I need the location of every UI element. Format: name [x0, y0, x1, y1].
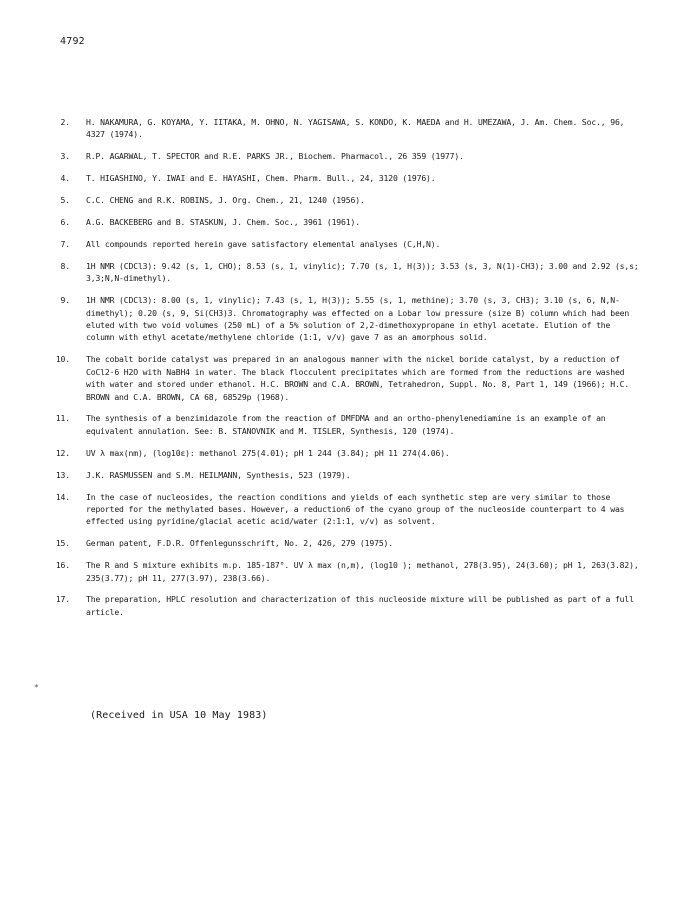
reference-item [40, 216, 640, 228]
reference-number: 17 . [40, 593, 70, 605]
reference-text: A.G. BACKEBERG and B. STASKUN, J. Chem. Soc., 3961 (1961). [86, 217, 360, 228]
reference-item [40, 150, 640, 162]
reference-text: 1H NMR (CDCl3): 9.42 (s, 1, CHO); 8.53 (s, 1, vinylic); 7.70 (s, 1, H(3)); 3.53 (s, 3, N(1)-CH3); 3.00 and 2.92 (s,s; 3,3;N,N-dimethyl). [86, 260, 639, 284]
reference-item [40, 238, 640, 250]
reference-number: 7 . [40, 238, 70, 250]
reference-number: 3 . [40, 150, 70, 162]
reference-number: 6 . [40, 216, 70, 228]
reference-item [40, 194, 640, 206]
reference-number: 8 . [40, 260, 70, 272]
reference-number: 14 . [40, 491, 70, 503]
reference-item [40, 537, 640, 549]
reference-number: 4 . [40, 172, 70, 184]
reference-text: H. NAKAMURA, G. KOYAMA, Y. IITAKA, M. OHNO, N. YAGISAWA, S. KONDO, K. MAEDA and H. UMEZAWA, J. Am. Chem. Soc., 96, 4327 (1974). [86, 117, 625, 140]
reference-text: German patent, F.D.R. Offenlegunsschrift, No. 2, 426, 279 (1975). [86, 538, 393, 549]
reference-number: 9 . [40, 294, 70, 306]
reference-item [40, 559, 640, 584]
reference-text: T. HIGASHINO, Y. IWAI and E. HAYASHI, Chem. Pharm. Bull., 24, 3120 (1976). [86, 173, 436, 184]
reference-item [40, 593, 640, 618]
reference-item [40, 294, 640, 344]
reference-text: The R and S mixture exhibits m.p. 185-187°. UV λ max (n,m), (log10 ); methanol, 278(3.95), 24(3.60); pH 1, 263(3.82), 235(3.77); pH 11, 277(3.97), 238(3.66). [86, 560, 639, 583]
received-date-note: (Received in USA 10 May 1983) [90, 710, 268, 721]
reference-item [40, 412, 640, 437]
reference-text: C.C. CHENG and R.K. ROBINS, J. Org. Chem., 21, 1240 (1956). [86, 195, 365, 206]
reference-text: In the case of nucleosides, the reaction conditions and yields of each synthetic step are very similar to those reported for the methylated bases. However, a reduction6 of the cyano group of the nucleoside counterpart to 4 was effected using pyridine/glacial acetic acid/water (2:1:1, v/v) as solvent. [86, 491, 625, 527]
reference-number: 12 . [40, 447, 70, 459]
reference-text: The cobalt boride catalyst was prepared in an analogous manner with the nickel boride catalyst, by a reduction of CoCl2·6 H2O with NaBH4 in water. The black flocculent precipitates which are formed from the reductions are washed with water and stored under ethanol. H.C. BROWN and C.A. BROWN, Tetrahedron, Suppl. No. 8, Part 1, 149 (1966); H.C. BROWN and C.A. BROWN, CA 68, 68529p (1968). [86, 354, 630, 402]
reference-number: 13 . [40, 469, 70, 481]
reference-item [40, 491, 640, 528]
reference-item [40, 116, 640, 141]
reference-number: 11 . [40, 412, 70, 424]
reference-text: 1H NMR (CDCl3): 8.00 (s, 1, vinylic); 7.43 (s, 1, H(3)); 5.55 (s, 1, methine); 3.70 (s, 3, CH3); 3.10 (s, 6, N,N-dimethyl); 0.20 (s, 9, Si(CH3)3. Chromatography was effected on a Lobar low pressure (size B) column which had been eluted with two void volumes (250 mL) of a 5% solution of 2,2-dimethoxypropane in ethyl acetate. Elution of the column with ethyl acetate/methylene chloride (1:1, v/v) gave 7 as an amorphous solid. [86, 295, 630, 343]
reference-text: J.K. RASMUSSEN and S.M. HEILMANN, Synthesis, 523 (1979). [86, 469, 351, 480]
reference-item [40, 469, 640, 481]
reference-text: The preparation, HPLC resolution and characterization of this nucleoside mixture will be published as part of a full article. [86, 594, 634, 617]
reference-number: 2 . [40, 116, 70, 128]
reference-item [40, 172, 640, 184]
reference-text: All compounds reported herein gave satisfactory elemental analyses (C,H,N). [86, 238, 441, 249]
reference-text: The synthesis of a benzimidazole from the reaction of DMFDMA and an ortho-phenylenediamine is an example of an equivalent annulation. See: B. STANOVNIK and M. TISLER, Synthesis, 120 (1974). [86, 413, 606, 436]
page-number: 4792 [60, 36, 85, 47]
reference-item [40, 353, 640, 403]
reference-item [40, 260, 640, 285]
reference-text: UV λ max(nm), (log10ε): methanol 275(4.01); pH 1 244 (3.84); pH 11 274(4.06). [86, 447, 450, 458]
margin-mark: * [34, 683, 39, 692]
reference-text: R.P. AGARWAL, T. SPECTOR and R.E. PARKS JR., Biochem. Pharmacol., 26 359 (1977). [86, 151, 464, 162]
reference-list [40, 116, 640, 628]
reference-item [40, 447, 640, 459]
reference-number: 16 . [40, 559, 70, 571]
reference-number: 5 . [40, 194, 70, 206]
reference-number: 10 . [40, 353, 70, 365]
reference-number: 15 . [40, 537, 70, 549]
